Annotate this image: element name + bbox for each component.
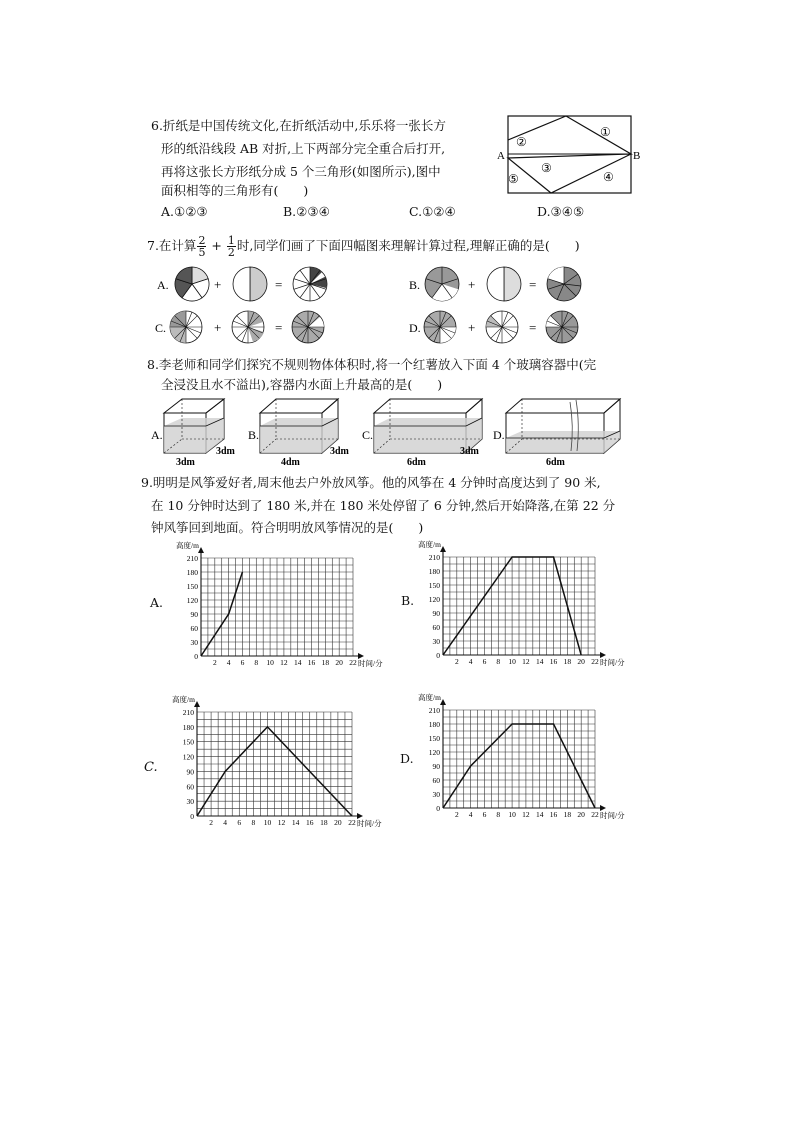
- y-tick-label: 150: [182, 737, 194, 747]
- q7-d-equals: =: [529, 320, 537, 335]
- q6-label-1: ①: [600, 125, 611, 139]
- q7-option-c-label[interactable]: C.: [155, 321, 167, 335]
- q8-width-a: 3dm: [176, 457, 195, 468]
- y-tick-label: 120: [428, 748, 440, 757]
- x-tick-label: 22: [591, 810, 599, 819]
- x-tick-label: 6: [482, 657, 487, 666]
- q6-line-1: 6.折纸是中国传统文化,在折纸活动中,乐乐将一张长方: [151, 118, 446, 133]
- y-tick-label: 120: [428, 595, 440, 604]
- q6-line-2: 形的纸沿线段 AB 对折,上下两部分完全重合后打开,: [161, 141, 446, 156]
- y-tick-label: 180: [186, 568, 198, 577]
- x-tick-label: 20: [577, 657, 585, 666]
- x-tick-label: 4: [223, 818, 228, 827]
- x-tick-label: 18: [320, 818, 328, 827]
- q6-label-5: ⑤: [508, 172, 519, 186]
- x-tick-label: 6: [482, 810, 487, 819]
- q7-f2-den: 2: [227, 246, 235, 259]
- x-tick-label: 14: [535, 810, 544, 819]
- q8-width-b: 4dm: [281, 457, 300, 468]
- y-tick-label: 30: [190, 638, 198, 647]
- x-axis-label: 时间/分: [357, 819, 382, 828]
- y-tick-label: 150: [186, 582, 198, 591]
- x-tick-label: 18: [563, 810, 572, 819]
- q6-label-2: ②: [516, 135, 527, 149]
- q7-d-plus: +: [468, 320, 476, 335]
- x-tick-label: 22: [591, 657, 599, 666]
- q9-option-d-label[interactable]: D.: [400, 751, 414, 766]
- x-tick-label: 2: [454, 810, 459, 819]
- y-tick-label: 0: [436, 651, 440, 660]
- x-tick-label: 22: [348, 818, 356, 827]
- q7-b-plus: +: [468, 277, 476, 292]
- x-axis-label: 时间/分: [600, 811, 625, 820]
- x-tick-label: 8: [251, 818, 256, 827]
- q6-label-4: ④: [603, 170, 614, 184]
- x-tick-label: 10: [266, 658, 274, 667]
- q7-f2-num: 1: [227, 234, 235, 247]
- q6-line-3: 再将这张长方形纸分成 5 个三角形(如图所示),图中: [161, 164, 441, 179]
- x-tick-label: 22: [349, 658, 357, 667]
- x-tick-label: 12: [277, 818, 286, 827]
- x-tick-label: 10: [508, 810, 516, 819]
- y-tick-label: 210: [428, 553, 440, 562]
- y-tick-label: 60: [186, 782, 194, 792]
- y-tick-label: 210: [186, 554, 198, 563]
- y-tick-label: 120: [182, 752, 194, 762]
- x-tick-label: 16: [549, 810, 558, 819]
- x-tick-label: 2: [212, 658, 217, 667]
- y-axis-label: 高度/m: [172, 695, 195, 704]
- q6-option-b[interactable]: B.②③④: [283, 204, 330, 219]
- q9-line-2: 在 10 分钟时达到了 180 米,并在 180 米处停留了 6 分钟,然后开始降落,在第 22 分: [151, 498, 616, 513]
- q7-a-plus: +: [214, 277, 222, 292]
- y-tick-label: 90: [432, 762, 440, 771]
- q8-depth-c: 3dm: [460, 446, 479, 457]
- y-tick-label: 60: [432, 776, 440, 785]
- q6-option-c[interactable]: C.①②④: [409, 204, 456, 219]
- y-tick-label: 180: [428, 720, 440, 729]
- y-tick-label: 180: [428, 567, 440, 576]
- x-tick-label: 4: [468, 810, 473, 819]
- q9-option-b-label[interactable]: B.: [401, 593, 415, 608]
- q7-option-b-label[interactable]: B.: [409, 278, 421, 292]
- y-tick-label: 150: [428, 734, 440, 743]
- x-tick-label: 8: [496, 810, 501, 819]
- x-tick-label: 8: [254, 658, 259, 667]
- q7-plus: +: [211, 238, 222, 253]
- y-tick-label: 0: [436, 804, 440, 813]
- q9-option-a-label[interactable]: A.: [150, 595, 164, 610]
- x-tick-label: 20: [334, 818, 342, 827]
- y-axis-label: 高度/m: [418, 540, 441, 549]
- x-tick-label: 18: [321, 658, 330, 667]
- q7-option-d-label[interactable]: D.: [409, 321, 421, 335]
- x-tick-label: 2: [209, 818, 213, 827]
- x-tick-label: 14: [293, 658, 302, 667]
- x-tick-label: 12: [522, 657, 530, 666]
- q8-depth-b: 3dm: [330, 446, 349, 457]
- x-tick-label: 14: [291, 818, 300, 827]
- q6-point-a: A: [497, 150, 505, 162]
- q9-line-3: 钟风筝回到地面。符合明明放风筝情况的是( ): [151, 520, 424, 535]
- q8-width-c: 6dm: [407, 457, 426, 468]
- q8-line-1: 8.李老师和同学们探究不规则物体体积时,将一个红薯放入下面 4 个玻璃容器中(完: [147, 357, 597, 372]
- y-tick-label: 0: [194, 652, 198, 661]
- x-tick-label: 10: [263, 818, 272, 827]
- x-tick-label: 14: [535, 657, 544, 666]
- y-tick-label: 30: [432, 637, 440, 646]
- q7-c-plus: +: [214, 320, 222, 335]
- q7-a-equals: =: [275, 277, 283, 292]
- q7-suffix: 时,同学们画了下面四幅图来理解计算过程,理解正确的是( ): [236, 238, 580, 253]
- q6-line-4: 面积相等的三角形有( ): [161, 183, 309, 198]
- y-tick-label: 0: [190, 812, 194, 821]
- y-tick-label: 150: [428, 581, 440, 590]
- y-tick-label: 90: [432, 609, 440, 618]
- x-tick-label: 20: [577, 810, 585, 819]
- x-tick-label: 2: [454, 657, 459, 666]
- y-tick-label: 60: [432, 623, 440, 632]
- x-tick-label: 12: [280, 658, 288, 667]
- q7-b-equals: =: [529, 277, 537, 292]
- q8-depth-a: 3dm: [216, 446, 235, 457]
- x-tick-label: 12: [522, 810, 530, 819]
- y-tick-label: 180: [182, 722, 194, 732]
- q9-option-c-label[interactable]: C.: [144, 760, 158, 775]
- x-tick-label: 8: [496, 657, 501, 666]
- x-tick-label: 10: [508, 657, 516, 666]
- q7-prefix: 7.在计算: [147, 238, 197, 253]
- y-tick-label: 30: [186, 797, 194, 807]
- y-tick-label: 210: [428, 706, 440, 715]
- x-tick-label: 16: [305, 818, 314, 827]
- y-tick-label: 210: [182, 708, 194, 717]
- q6-option-d[interactable]: D.③④⑤: [537, 204, 585, 219]
- y-axis-label: 高度/m: [418, 693, 441, 702]
- y-tick-label: 90: [186, 767, 194, 777]
- x-tick-label: 20: [335, 658, 343, 667]
- x-tick-label: 6: [240, 658, 245, 667]
- x-tick-label: 4: [226, 658, 231, 667]
- q6-option-a[interactable]: A.①②③: [161, 204, 208, 219]
- q8-label-a[interactable]: A.: [151, 428, 163, 442]
- y-axis-label: 高度/m: [176, 541, 199, 550]
- q7-f1-den: 5: [198, 246, 206, 259]
- x-tick-label: 16: [549, 657, 558, 666]
- y-tick-label: 30: [432, 790, 440, 799]
- q8-width-d: 6dm: [546, 457, 565, 468]
- q6-point-b: B: [633, 150, 641, 162]
- y-tick-label: 60: [190, 624, 198, 633]
- x-tick-label: 4: [468, 657, 473, 666]
- q8-line-2: 全浸没且水不溢出),容器内水面上升最高的是( ): [161, 377, 443, 392]
- x-tick-label: 18: [563, 657, 572, 666]
- q9-line-1: 9.明明是风筝爱好者,周末他去户外放风筝。他的风筝在 4 分钟时高度达到了 90 米,: [141, 475, 601, 490]
- y-tick-label: 90: [190, 610, 198, 619]
- q8-label-c[interactable]: C.: [362, 428, 374, 442]
- x-tick-label: 16: [307, 658, 316, 667]
- q6-label-3: ③: [541, 161, 552, 175]
- x-axis-label: 时间/分: [358, 659, 383, 668]
- q8-label-b[interactable]: B.: [248, 428, 260, 442]
- q8-label-d[interactable]: D.: [493, 428, 505, 442]
- q7-f1-num: 2: [198, 234, 206, 247]
- x-tick-label: 6: [237, 818, 242, 827]
- q7-c-equals: =: [275, 320, 283, 335]
- x-axis-label: 时间/分: [600, 658, 625, 667]
- y-tick-label: 120: [186, 596, 198, 605]
- q7-option-a-label[interactable]: A.: [157, 278, 169, 292]
